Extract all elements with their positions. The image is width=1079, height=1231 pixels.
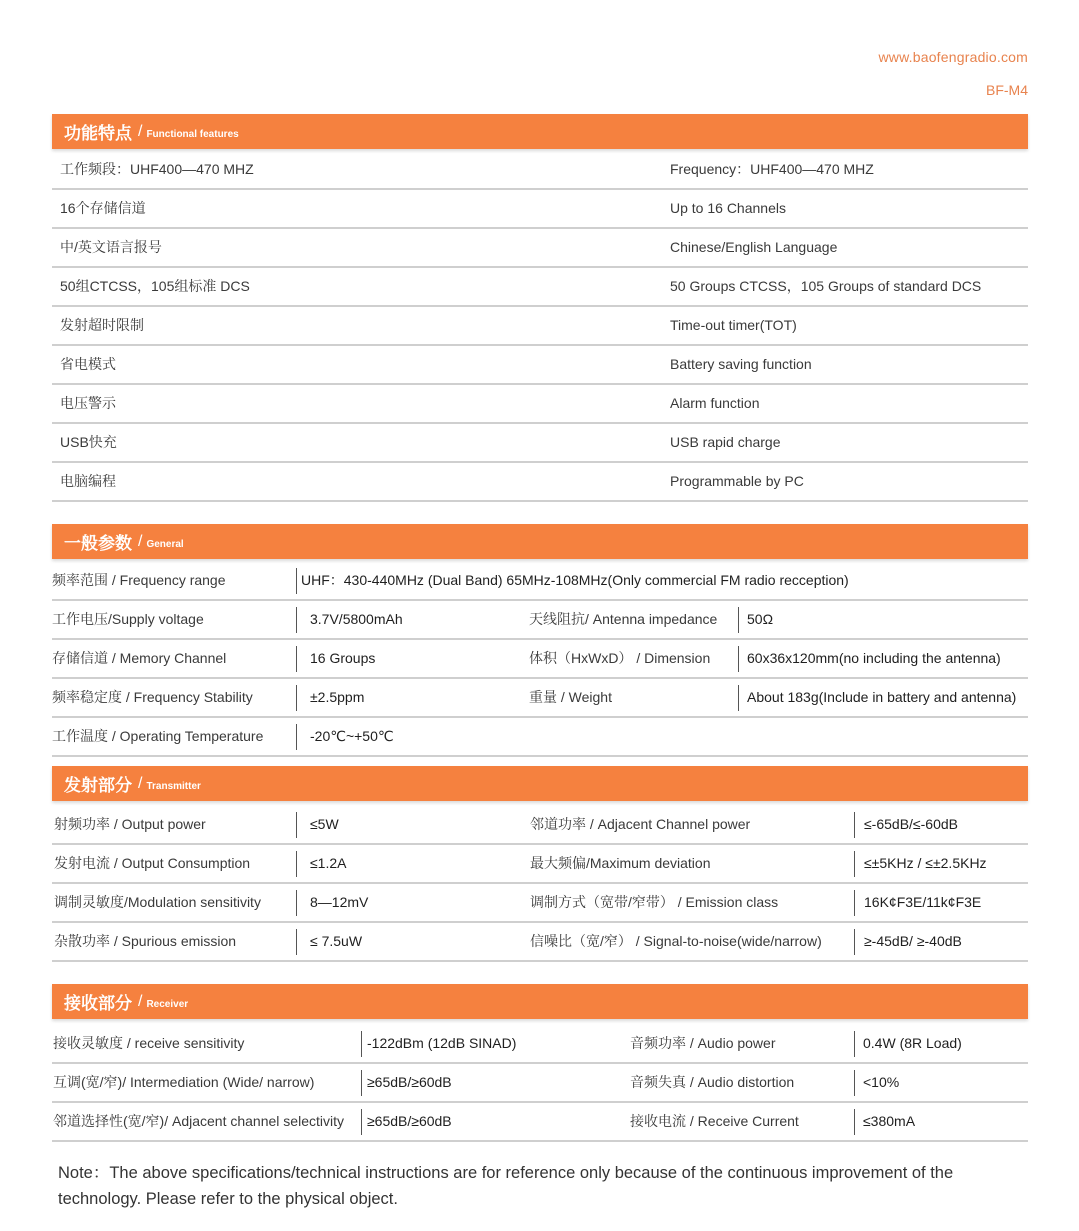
spec-label: 重量 / Weight: [529, 689, 612, 705]
column-divider: [361, 1070, 362, 1096]
spec-row: [52, 806, 1028, 845]
title-separator: /: [138, 532, 143, 550]
section-title-en: Transmitter: [146, 780, 201, 792]
feature-zh: 电脑编程: [60, 473, 116, 489]
spec-value: 50Ω: [747, 611, 774, 627]
feature-zh: 省电模式: [60, 356, 116, 372]
spec-label: 射频功率 / Output power: [54, 816, 206, 832]
spec-label: 存储信道 / Memory Channel: [52, 650, 227, 666]
column-divider: [854, 851, 855, 877]
spec-value: ≥65dB/≥60dB: [367, 1113, 452, 1129]
section-title-zh: 一般参数: [64, 534, 132, 554]
disclaimer-note: Note：The above specifications/technical instructions are for reference only because of the continuous improvement of the technology. Please refer to the physical object.: [58, 1164, 954, 1208]
feature-zh: 中/英文语言报号: [60, 239, 162, 255]
model-number: BF-M4: [986, 82, 1028, 98]
feature-en: USB rapid charge: [670, 434, 781, 450]
column-divider: [296, 929, 297, 955]
spec-label: 工作电压/Supply voltage: [52, 611, 204, 627]
feature-row: [52, 190, 1028, 229]
spec-value: 16K¢F3E/11k¢F3E: [864, 894, 982, 910]
spec-label: 杂散功率 / Spurious emission: [54, 933, 237, 949]
spec-label: 体积（HxWxD） / Dimension: [529, 650, 711, 666]
spec-row: [52, 845, 1028, 884]
feature-row: [52, 229, 1028, 268]
column-divider: [854, 1070, 855, 1096]
website-url: www.baofengradio.com: [878, 49, 1028, 65]
column-divider: [854, 890, 855, 916]
spec-label: 接收灵敏度 / receive sensitivity: [53, 1035, 245, 1051]
spec-value: ≤ 7.5uW: [310, 933, 363, 949]
spec-row: [52, 562, 1028, 601]
feature-zh: 电压警示: [60, 395, 116, 411]
spec-row: [52, 884, 1028, 923]
spec-row: [52, 923, 1028, 962]
spec-value: 8—12mV: [310, 894, 369, 910]
section-title-en: Functional features: [146, 128, 239, 140]
spec-label: 频率范围 / Frequency range: [52, 572, 226, 588]
spec-label: 最大频偏/Maximum deviation: [530, 855, 711, 871]
spec-label: 邻道选择性(宽/窄)/ Adjacent channel selectivity: [53, 1113, 344, 1129]
spec-value: ≥-45dB/ ≥-40dB: [864, 933, 962, 949]
feature-zh: 发射超时限制: [60, 317, 144, 333]
feature-zh: 16个存储信道: [60, 200, 146, 216]
column-divider: [361, 1031, 362, 1057]
feature-row: [52, 151, 1028, 190]
spec-value: ±2.5ppm: [310, 689, 365, 705]
spec-label: 调制方式（宽带/窄带） / Emission class: [530, 894, 779, 910]
spec-label: 天线阻抗/ Antenna impedance: [529, 611, 718, 627]
section-title-en: General: [146, 538, 184, 550]
column-divider: [854, 1109, 855, 1135]
column-divider: [738, 607, 739, 633]
spec-row: [52, 1103, 1028, 1142]
feature-zh: 工作频段：UHF400—470 MHZ: [60, 161, 254, 177]
column-divider: [296, 646, 297, 672]
spec-value: ≤-65dB/≤-60dB: [864, 816, 958, 832]
column-divider: [296, 685, 297, 711]
section-title-zh: 接收部分: [64, 994, 132, 1014]
section-title-zh: 功能特点: [64, 124, 132, 144]
spec-row: [52, 718, 1028, 757]
column-divider: [738, 685, 739, 711]
title-separator: /: [138, 992, 143, 1010]
feature-row: [52, 307, 1028, 346]
feature-en: Time-out timer(TOT): [670, 317, 797, 333]
section-header-transmitter: [52, 766, 1028, 801]
column-divider: [854, 1031, 855, 1057]
spec-label: 音频失真 / Audio distortion: [630, 1074, 795, 1090]
feature-en: Chinese/English Language: [670, 239, 838, 255]
feature-en: Alarm function: [670, 395, 760, 411]
column-divider: [854, 929, 855, 955]
spec-row: [52, 1064, 1028, 1103]
spec-value: 16 Groups: [310, 650, 376, 666]
spec-label: 接收电流 / Receive Current: [630, 1113, 799, 1129]
column-divider: [854, 812, 855, 838]
spec-value: ≤380mA: [863, 1113, 916, 1129]
title-separator: /: [138, 774, 143, 792]
feature-zh: USB快充: [60, 434, 117, 450]
section-header-receiver: [52, 984, 1028, 1019]
feature-en: Battery saving function: [670, 356, 812, 372]
column-divider: [296, 890, 297, 916]
column-divider: [738, 646, 739, 672]
spec-value: 60x36x120mm(no including the antenna): [747, 650, 1001, 666]
spec-value: -122dBm (12dB SINAD): [367, 1035, 517, 1051]
spec-value: 0.4W (8R Load): [863, 1035, 962, 1051]
spec-row: [52, 601, 1028, 640]
spec-value: About 183g(Include in battery and antenna): [747, 689, 1017, 705]
spec-value: ≤1.2A: [310, 855, 347, 871]
feature-row: [52, 268, 1028, 307]
column-divider: [296, 607, 297, 633]
section-header-features: [52, 114, 1028, 149]
feature-zh: 50组CTCSS，105组标准 DCS: [60, 278, 250, 294]
feature-en: 50 Groups CTCSS，105 Groups of standard DCS: [670, 278, 982, 294]
feature-en: Frequency：UHF400—470 MHZ: [670, 161, 874, 177]
section-title-en: Receiver: [146, 998, 189, 1010]
column-divider: [296, 812, 297, 838]
spec-value: UHF：430-440MHz (Dual Band) 65MHz-108MHz(Only commercial FM radio recception): [301, 572, 849, 588]
column-divider: [296, 568, 297, 594]
spec-row: [52, 679, 1028, 718]
spec-value: <10%: [863, 1074, 900, 1090]
column-divider: [296, 724, 297, 750]
section-title-zh: 发射部分: [64, 776, 132, 796]
spec-label: 邻道功率 / Adjacent Channel power: [530, 816, 751, 832]
spec-row: [52, 640, 1028, 679]
spec-value: -20℃~+50℃: [310, 728, 394, 744]
spec-label: 发射电流 / Output Consumption: [54, 855, 251, 871]
spec-label: 工作温度 / Operating Temperature: [52, 728, 264, 744]
feature-en: Programmable by PC: [670, 473, 804, 489]
title-separator: /: [138, 122, 143, 140]
column-divider: [361, 1109, 362, 1135]
spec-label: 信噪比（宽/窄） / Signal-to-noise(wide/narrow): [530, 933, 822, 949]
spec-value: 3.7V/5800mAh: [310, 611, 403, 627]
spec-label: 音频功率 / Audio power: [630, 1035, 776, 1051]
feature-row: [52, 424, 1028, 463]
feature-row: [52, 463, 1028, 502]
spec-value: ≥65dB/≥60dB: [367, 1074, 452, 1090]
spec-label: 互调(宽/窄)/ Intermediation (Wide/ narrow): [53, 1074, 315, 1090]
section-header-general: [52, 524, 1028, 559]
spec-value: ≤±5KHz / ≤±2.5KHz: [864, 855, 987, 871]
spec-label: 频率稳定度 / Frequency Stability: [52, 689, 253, 705]
spec-label: 调制灵敏度/Modulation sensitivity: [54, 894, 261, 910]
spec-value: ≤5W: [310, 816, 339, 832]
column-divider: [296, 851, 297, 877]
feature-en: Up to 16 Channels: [670, 200, 786, 216]
feature-row: [52, 346, 1028, 385]
feature-row: [52, 385, 1028, 424]
spec-row: [52, 1025, 1028, 1064]
